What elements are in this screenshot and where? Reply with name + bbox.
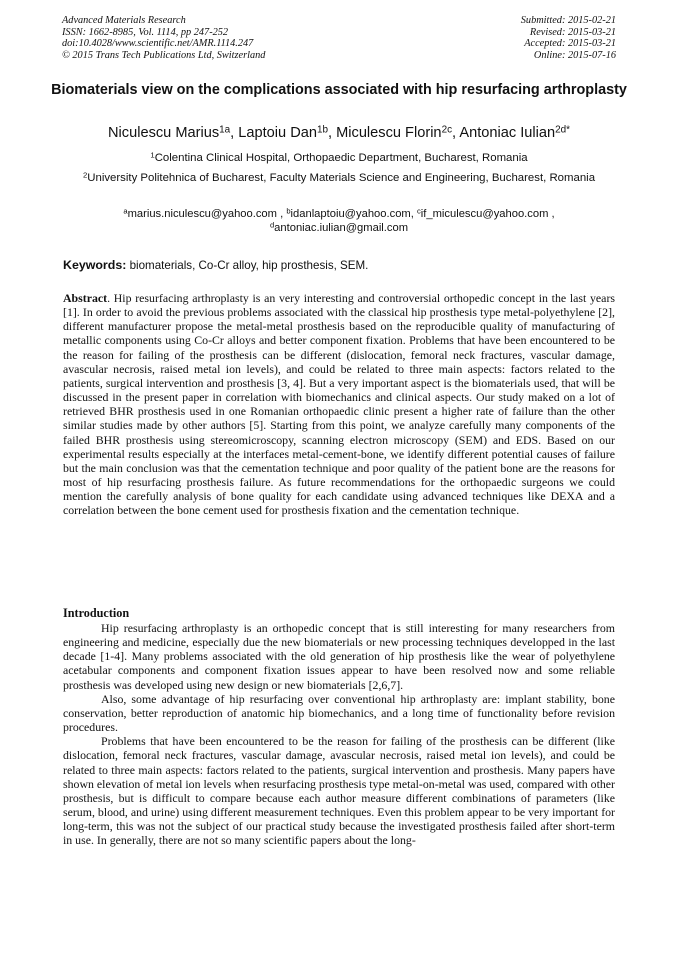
submitted-date: Submitted: 2015-02-21: [520, 15, 616, 26]
accepted-date: Accepted: 2015-03-21: [524, 38, 616, 50]
author-separator: ,: [328, 125, 337, 141]
affiliation-text: Colentina Clinical Hospital, Orthopaedic Department, Bucharest, Romania: [154, 152, 528, 164]
email-mark: b: [286, 206, 291, 216]
affiliation-mark: 2: [82, 170, 88, 180]
keywords-text: biomaterials, Co-Cr alloy, hip prosthesis, SEM.: [126, 259, 369, 272]
author-affiliation-mark: 1a: [219, 124, 231, 136]
doi-line: doi:10.4028/www.scientific.net/AMR.1114.247: [62, 38, 254, 50]
email-address: if_miculescu@yahoo.com ,: [420, 208, 555, 220]
keywords-line: [63, 257, 615, 274]
email-address: antoniac.iulian@gmail.com: [274, 222, 409, 234]
email-mark: c: [416, 206, 421, 216]
journal-name: Advanced Materials Research: [62, 15, 186, 26]
email-mark: d: [269, 220, 275, 230]
introduction-body: [63, 621, 615, 848]
author-name: Antoniac Iulian: [459, 125, 556, 141]
abstract-label: Abstract: [63, 291, 108, 305]
introduction-heading: Introduction: [63, 606, 130, 620]
publication-dates: [521, 15, 616, 61]
issn-line: ISSN: 1662-8985, Vol. 1114, pp 247-252: [62, 26, 229, 38]
email-address: idanlaptoiu@yahoo.com,: [290, 208, 417, 220]
introduction-paragraph: Also, some advantage of hip resurfacing over conventional hip arthroplasty are: implant stability, bone conservation, better reproduction of anatomic hip biomechanics, and a long time of functionality before revision procedures.: [63, 691, 615, 735]
journal-info: [62, 15, 265, 61]
author-affiliation-mark: 2c: [441, 124, 453, 136]
author-name: Laptoiu Dan: [238, 125, 317, 141]
author-list: [30, 124, 648, 142]
author-separator: ,: [452, 125, 460, 141]
author-name: Niculescu Marius: [108, 125, 220, 141]
author-separator: ,: [230, 125, 239, 141]
email-mark: a: [123, 206, 128, 216]
introduction-paragraph: Hip resurfacing arthroplasty is an orthopedic concept that is still interesting for many researchers from engineering and medicine, especially due the new biomaterials or new processing techniques developped in the last decade [1-4]. Many problems associated with the old generation of hip prosthesis like the wear of polyethylene acetabular components and component fixation issues appear to have been resolved now and some reliable prosthesis was developed using new design or new biomaterials [2,6,7].: [63, 621, 615, 692]
affiliation-1: [62, 150, 616, 166]
introduction-paragraph: Problems that have been encountered to be the reason for failing of the prosthesis can be different (like dislocation, femoral neck fractures, vascular damage, avascular necrosis, raised metal ion levels), and could be related to three main aspects: factors related to the patients, surgical intervention and prosthesis. Many papers have shown elevation of metal ion levels when resurfacing prosthesis type metal-on-metal was used, compared with other prosthesis, but is difficult to compare because each author measure different combinations of parameters (like serum, blood, and urine) using different measurement techniques. Even this problem appear to be very important for long-term, this was not the subject of our practical study because the investigated prosthesis failed after short-term in use. In generally, there are not so many scientific papers about the long-: [63, 734, 615, 848]
copyright-line: © 2015 Trans Tech Publications Ltd, Switzerland: [62, 49, 266, 61]
author-affiliation-mark: 2d*: [555, 124, 570, 136]
affiliation-text: University Politehnica of Bucharest, Faculty Materials Science and Engineering, Bucharest, Romania: [87, 172, 596, 184]
affiliation-mark: 1: [150, 150, 155, 160]
paper-title: Biomaterials view on the complications associated with hip resurfacing arthroplasty: [51, 82, 627, 98]
email-address: marius.niculescu@yahoo.com ,: [127, 208, 287, 220]
author-affiliation-mark: 1b: [316, 124, 329, 136]
abstract-paragraph: [63, 291, 615, 518]
keywords-label: Keywords:: [63, 258, 127, 272]
revised-date: Revised: 2015-03-21: [529, 26, 616, 38]
author-name: Miculescu Florin: [336, 125, 442, 141]
author-emails: [62, 207, 616, 235]
online-date: Online: 2015-07-16: [533, 49, 616, 61]
affiliation-2: [62, 170, 616, 186]
abstract-text: . Hip resurfacing arthroplasty is an very interesting and controversial orthopedic concept in the last years [1]. In order to avoid the previous problems associated with the classical hip prosthesis type metal-polyethylene [2], different manufacturer propose the metal-metal prosthesis based on the reproducible quality of manufacturing of metallic components using Co-Cr alloys and better component fixation. Problems that have been encountered to be the reason for failing of the prosthesis can be different (dislocation, femoral neck fractures, vascular damage, avascular necrosis, raised metal ion levels), and could be related to three main aspects: factors related to the patients, surgical intervention and prosthesis [3, 4]. But a very important aspect is the biomaterials used, that will be discussed in the present paper in correlation with biomechanics and clinical aspects. Our study maked on a lot of retrieved BHR prosthesis used in one Romanian orthopaedic clinic present a higher rate of failure than the other similar studies made by other authors [5]. Starting from this point, we analyze carefully many components of the failed BHR prosthesis using stereomicroscopy, scanning electron microscopy (SEM) and EDS. Based on our experimental results especially at the interfaces metal-cement-bone, we identify different potential causes of failure but the main conclusion was that the cementation technique and poor quality of the patient bone are the reasons for most of hip resurfacing prosthesis failure. As future recommendations for the orthopaedic surgeons we could mention the carefully analysis of bone quality for each candidate using advanced techniques like DEXA and a correlation between the bone cement used for prosthesis fixation and the cementation technique.: [63, 291, 615, 518]
